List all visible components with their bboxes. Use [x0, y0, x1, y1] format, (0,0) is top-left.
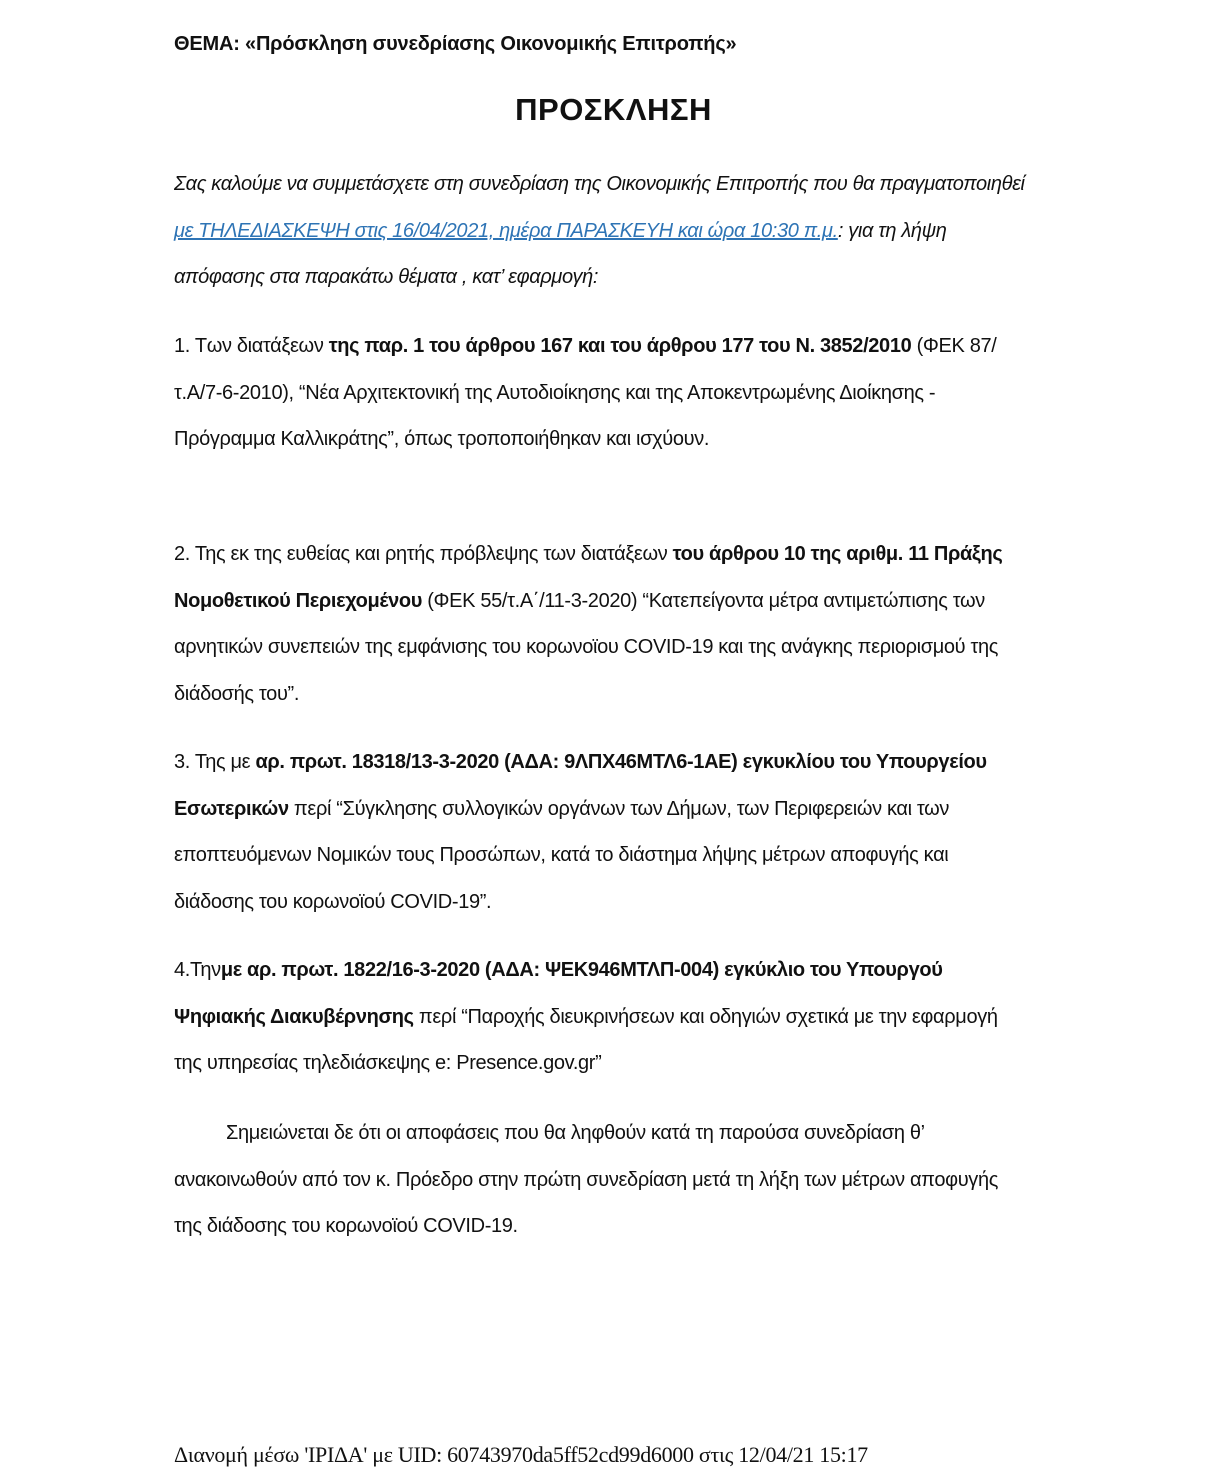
- distribution-footer: Διανομή μέσω 'ΙΡΙΔΑ' με UID: 60743970da5ff52cd99d6000 στις 12/04/21 15:17: [174, 1442, 868, 1467]
- item-bold-reference: με αρ. πρωτ. 1822/16-3-2020 (ΑΔΑ: ΨΕΚ946ΜΤΛΠ-004) εγκύκλιο του Υπουργού Ψηφιακής Διακυβέρνησης: [174, 959, 943, 1028]
- closing-note: [174, 1110, 1030, 1250]
- intro-text: Σας καλούμε να συμμετάσχετε στη συνεδρίαση της Οικονομικής Επιτροπής που θα πραγματοποιηθεί: [174, 173, 1025, 195]
- intro-paragraph: [174, 161, 1030, 301]
- item-bold-reference: της παρ. 1 του άρθρου 167 και του άρθρου 177 του Ν. 3852/2010: [328, 335, 912, 357]
- item-text: περί “Σύγκλησης συλλογικών οργάνων των Δήμων, των Περιφερειών και των εποπτευόμενων Νομικών τους Προσώπων, κατά το διάστημα λήψης μέτρων αποφυγής και διάδοσης του κορωνοϊού COVID-19”.: [174, 797, 950, 913]
- closing-note-text: Σημειώνεται δε ότι οι αποφάσεις που θα ληφθούν κατά τη παρούσα συνεδρίαση θ’ ανακοινωθούν από τον κ. Πρόεδρο στην πρώτη συνεδρίαση μετά τη λήξη των μέτρων αποφυγής της διάδοσης του κορωνοϊού COVID-19.: [174, 1122, 999, 1237]
- item-lead: 1. Των διατάξεων: [174, 335, 329, 357]
- item-bold-reference: αρ. πρωτ. 18318/13-3-2020 (ΑΔΑ: 9ΛΠΧ46ΜΤΛ6-1ΑΕ) εγκυκλίου του Υπουργείου Εσωτερικών: [174, 751, 987, 820]
- item-text: (ΦΕΚ 55/τ.Α΄/11-3-2020) “Κατεπείγοντα μέτρα αντιμετώπισης των αρνητικών συνεπειών της εμφάνισης του κορωνοϊου COVID-19 και της ανάγκης περιορισμού της διάδοσής του”.: [174, 589, 999, 705]
- item-lead: 3. Της με: [174, 751, 256, 773]
- item-text: περί “Παροχής διευκρινήσεων και οδηγιών σχετικά με την εφαρμογή της υπηρεσίας τηλεδιάσκεψης e: Presence.gov.gr”: [174, 1005, 998, 1074]
- agenda-item-2: [174, 531, 1030, 717]
- agenda-item-3: [174, 739, 1030, 925]
- page-title: ΠΡΟΣΚΛΗΣΗ: [515, 92, 712, 127]
- intro-text-end: : για τη λήψη απόφασης στα παρακάτω θέματα , κατ’ εφαρμογή:: [174, 219, 947, 288]
- item-lead: 2. Της εκ της ευθείας και ρητής πρόβλεψης των διατάξεων: [174, 543, 673, 565]
- item-bold-reference: του άρθρου 10 της αριθμ. 11 Πράξης Νομοθετικού Περιεχομένου: [174, 543, 1003, 612]
- subject-line: ΘΕΜΑ: «Πρόσκληση συνεδρίασης Οικονομικής Επιτροπής»: [174, 33, 737, 55]
- item-lead: 4.Την: [174, 959, 221, 981]
- meeting-date-link[interactable]: με ΤΗΛΕΔΙΑΣΚΕΨΗ στις 16/04/2021, ημέρα ΠΑΡΑΣΚΕΥΗ και ώρα 10:30 π.μ.: [174, 219, 838, 242]
- agenda-item-1: [174, 323, 1030, 463]
- agenda-item-4: [174, 947, 1030, 1087]
- item-text: (ΦΕΚ 87/τ.Α/7-6-2010), “Νέα Αρχιτεκτονική της Αυτοδιοίκησης και της Αποκεντρωμένης Διοίκησης - Πρόγραμμα Καλλικράτης”, όπως τροποποιήθηκαν και ισχύουν.: [174, 335, 997, 450]
